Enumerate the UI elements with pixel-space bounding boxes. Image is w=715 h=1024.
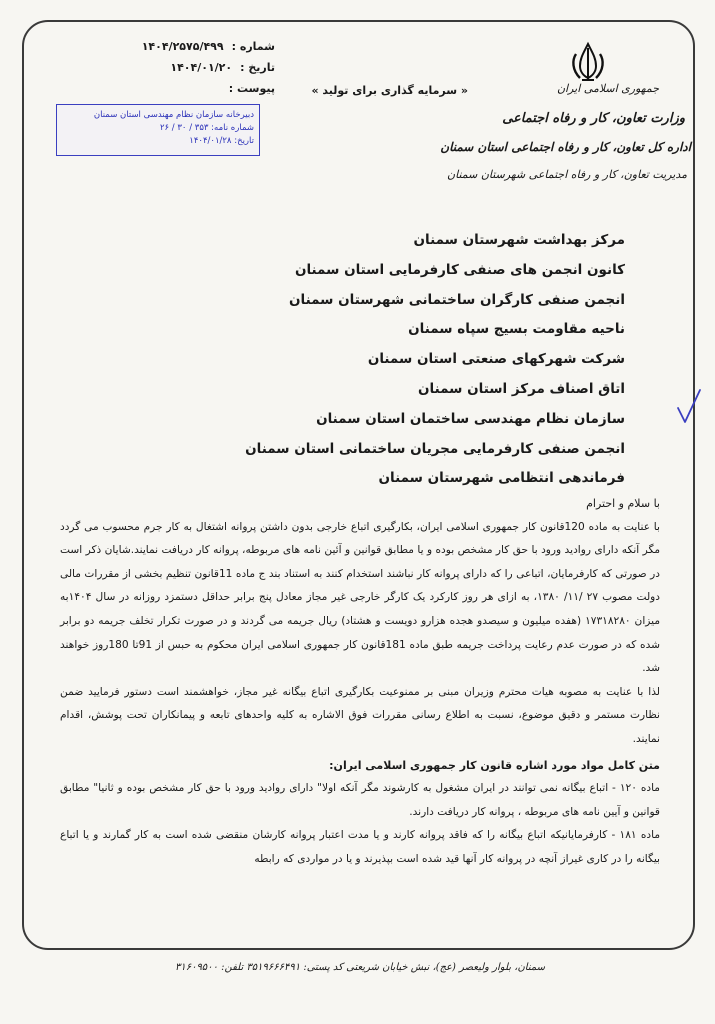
slogan: « سرمایه گذاری برای تولید »: [311, 84, 468, 97]
attachment-label: پیوست :: [228, 82, 275, 95]
body-paragraph-2: لذا با عنایت به مصوبه هیات محترم وزیران مبنی بر ممنوعیت بکارگیری اتباع بیگانه غیر مجاز، خواهشمند است دستور فرمایید ضمن نظارت مستمر و دقیق موضوع، نسبت به اطلاع رسانی مقررات فوق الاشاره به کلیه واحدهای تابعه و پیمانکاران تحت پوشش، اقدام نمایند.: [60, 685, 660, 745]
recipient-item: سازمان نظام مهندسی ساختمان استان سمنان: [316, 410, 625, 427]
stamp-date-row: [62, 135, 254, 148]
secretariat-stamp: [56, 104, 260, 156]
letter-date-label: تاریخ :: [240, 61, 275, 74]
stamp-title: دبیرخانه سازمان نظام مهندسی استان سمنان: [93, 110, 254, 120]
stamp-number-value: ۲۶ / ۳۰ / ۳۵۳: [159, 123, 209, 133]
recipient-item: انجمن صنفی کارفرمایی مجریان ساختمانی استان سمنان: [245, 440, 625, 457]
stamp-number-row: [62, 122, 254, 135]
ministry-line-4: مدیریت تعاون، کار و رفاه اجتماعی شهرستان سمنان: [447, 168, 687, 181]
ministry-line-3: اداره کل تعاون، کار و رفاه اجتماعی استان سمنان: [440, 140, 691, 154]
ministry-line-1: جمهوری اسلامی ایران: [556, 82, 659, 95]
stamp-date-label: تاریخ:: [234, 136, 254, 146]
recipient-item: مرکز بهداشت شهرستان سمنان: [413, 232, 625, 248]
ministry-header: [440, 82, 691, 181]
attachment-row: [60, 82, 275, 95]
ministry-line-2: وزارت تعاون، کار و رفاه اجتماعی: [502, 111, 685, 126]
letter-number-row: [60, 40, 275, 53]
stamp-date-value: ۱۴۰۴/۰۱/۲۸: [189, 136, 232, 146]
checkmark-icon: [676, 388, 702, 428]
letter-number-value: ۱۴۰۴/۲۵۷۵/۴۹۹: [141, 40, 224, 53]
articles-heading: متن کامل مواد مورد اشاره قانون کار جمهوری اسلامی ایران:: [329, 758, 660, 772]
recipient-item: ناحیه مقاومت بسیج سپاه سمنان: [408, 321, 625, 338]
recipient-item: کانون انجمن های صنفی کارفرمایی استان سمنان: [294, 261, 625, 278]
iran-emblem-icon: [566, 40, 610, 84]
greeting: با سلام و احترام: [586, 497, 660, 510]
recipient-item: اتاق اصناف مرکز استان سمنان: [417, 380, 625, 397]
letter-date-value: ۱۴۰۴/۰۱/۲۰: [170, 61, 233, 74]
body-paragraph-1: با عنایت به ماده 120قانون کار جمهوری اسلامی ایران، بکارگیری اتباع خارجی بدون داشتن پروانه اشتغال به کار جرم محسوب می گردد مگر آنکه دارای روادید ورود با حق کار مشخص بوده و یا مطابق قوانین و آئین نامه های مربوطه، پروانه کار دریافت نمایند.شایان ذکر است در صورتی که کارفرمایان، اتباعی را که دارای پروانه کار نباشند استخدام کنند به استناد بند ج ماده 11قانون تنظیم بخشی از مقررات مالی دولت مصوب ۲۷ /۱۱/ ۱۳۸۰، به ازای هر روز کارکرد یک کارگر خارجی غیر مجاز معادل پنج برابر حداقل دستمزد روزانه در سال ۱۴۰۴به میزان ۱۷۳۱۸۲۸۰ (هفده میلیون و سیصدو هجده هزارو دویست و هشتاد) ریال جریمه می گردند و در صورت تکرار تخلف جریمه دو برابر شده که در صورت عدم رعایت پرداخت جریمه طبق ماده 181قانون کار جمهوری اسلامی ایران محکوم به حبس از 91تا 180روز خواهند شد.: [60, 520, 661, 675]
footer-address: سمنان، بلوار ولیعصر (عج)، نبش خیابان شریعتی کد پستی: ۳۵۱۹۶۶۶۴۹۱ تلفن: ۳۱۶۰۹۵۰۰: [174, 962, 546, 973]
recipient-item: انجمن صنفی کارگران ساختمانی شهرستان سمنان: [289, 291, 625, 308]
recipient-list: [245, 226, 625, 494]
letter-number-label: شماره :: [231, 40, 275, 53]
recipient-item: فرماندهی انتظامی شهرستان سمنان: [378, 470, 625, 487]
article-120: ماده ۱۲۰ - اتباع بیگانه نمی توانند در ایران مشغول به کارشوند مگر آنکه اولا" دارای روادید ورود با حق کار مشخص بوده و ثانیا" مطابق قوانین و آیین نامه های مربوطه ، پروانه کار دریافت دارند.: [60, 782, 660, 818]
recipient-item: شرکت شهرکهای صنعتی استان سمنان: [367, 351, 625, 368]
letter-meta: [60, 40, 275, 103]
stamp-number-label: شماره نامه:: [211, 123, 254, 133]
article-181: ماده ۱۸۱ - کارفرمایانیکه اتباع بیگانه را که فاقد پروانه کارند و یا مدت اعتبار پروانه کارشان منقضی شده است به کار گمارند و یا اتباع بیگانه را در کاری غیراز آنچه در پروانه کار آنها قید شده است بپذیرند و یا در مواردی که رابطه: [60, 829, 660, 865]
letter-body: [60, 492, 660, 872]
letter-date-row: [60, 61, 275, 74]
